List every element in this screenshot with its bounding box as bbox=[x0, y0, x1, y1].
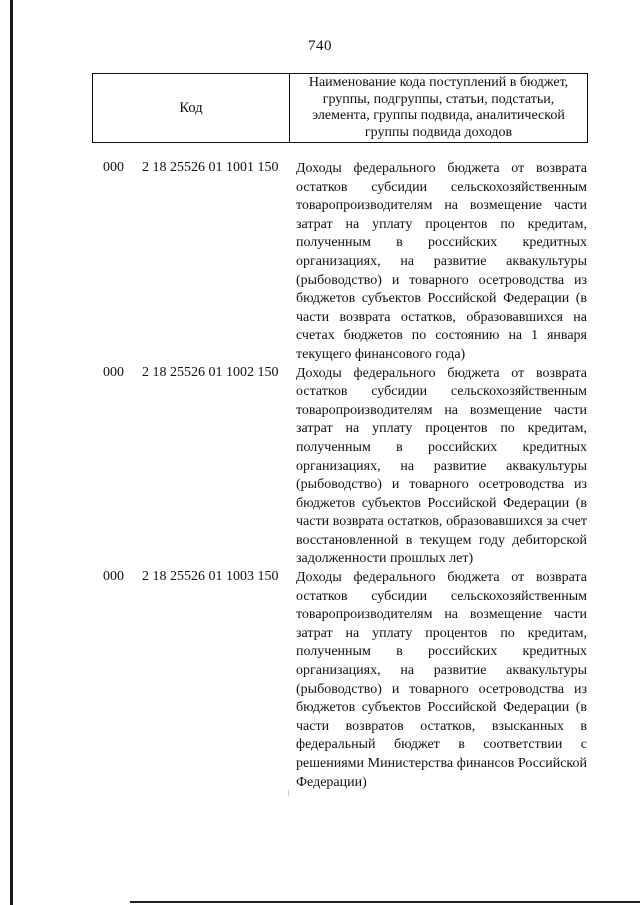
entry-prefix: 000 bbox=[103, 364, 124, 380]
header-name-cell: Наименование кода поступлений в бюджет, группы, подгруппы, статьи, подстатьи, элемента, группы подвида, аналитической группы подвида доходов bbox=[308, 75, 569, 140]
list-item bbox=[0, 569, 640, 792]
entry-code: 2 18 25526 01 1003 150 bbox=[142, 569, 279, 585]
scan-speck bbox=[288, 790, 289, 796]
entries-list bbox=[0, 160, 640, 792]
list-item bbox=[0, 160, 640, 365]
page-number: 740 bbox=[308, 38, 332, 54]
header-code-cell: Код bbox=[93, 74, 290, 142]
scan-border-bottom bbox=[130, 901, 640, 903]
entry-prefix: 000 bbox=[103, 569, 124, 585]
entry-description: Доходы федерального бюджета от возврата остатков субсидии сельскохозяйственным товаропроизводителям на возмещение части затрат на уплату процентов по кредитам, полученным в российских кредитных организациях, на развитие аквакультуры (рыбоводство) и товарного осетроводства из бюджетов субъектов Российской Федерации (в части возвратов остатков, взысканных в федеральный бюджет в соответствии с решениями Министерства финансов Российской Федерации) bbox=[296, 570, 587, 790]
entry-code: 2 18 25526 01 1002 150 bbox=[142, 364, 279, 380]
entry-code: 2 18 25526 01 1001 150 bbox=[142, 160, 279, 175]
entry-description: Доходы федерального бюджета от возврата остатков субсидии сельскохозяйственным товаропроизводителям на возмещение части затрат на уплату процентов по кредитам, полученным в российских кредитных организациях, на развитие аквакультуры (рыбоводство) и товарного осетроводства из бюджетов субъектов Российской Федерации (в части возврата остатков, образовавшихся за счет восстановленной в текущем году дебиторской задолженности прошлых лет) bbox=[296, 365, 587, 567]
entry-description: Доходы федерального бюджета от возврата остатков субсидии сельскохозяйственным товаропроизводителям на возмещение части затрат на уплату процентов по кредитам, полученным в российских кредитных организациях, на развитие аквакультуры (рыбоводство) и товарного осетроводства из бюджетов субъектов Российской Федерации (в части возврата остатков, образовавшихся на счетах бюджетов по состоянию на 1 января текущего финансового года) bbox=[296, 161, 587, 362]
table-header bbox=[92, 73, 588, 143]
list-item bbox=[0, 365, 640, 570]
entry-prefix: 000 bbox=[103, 160, 124, 175]
